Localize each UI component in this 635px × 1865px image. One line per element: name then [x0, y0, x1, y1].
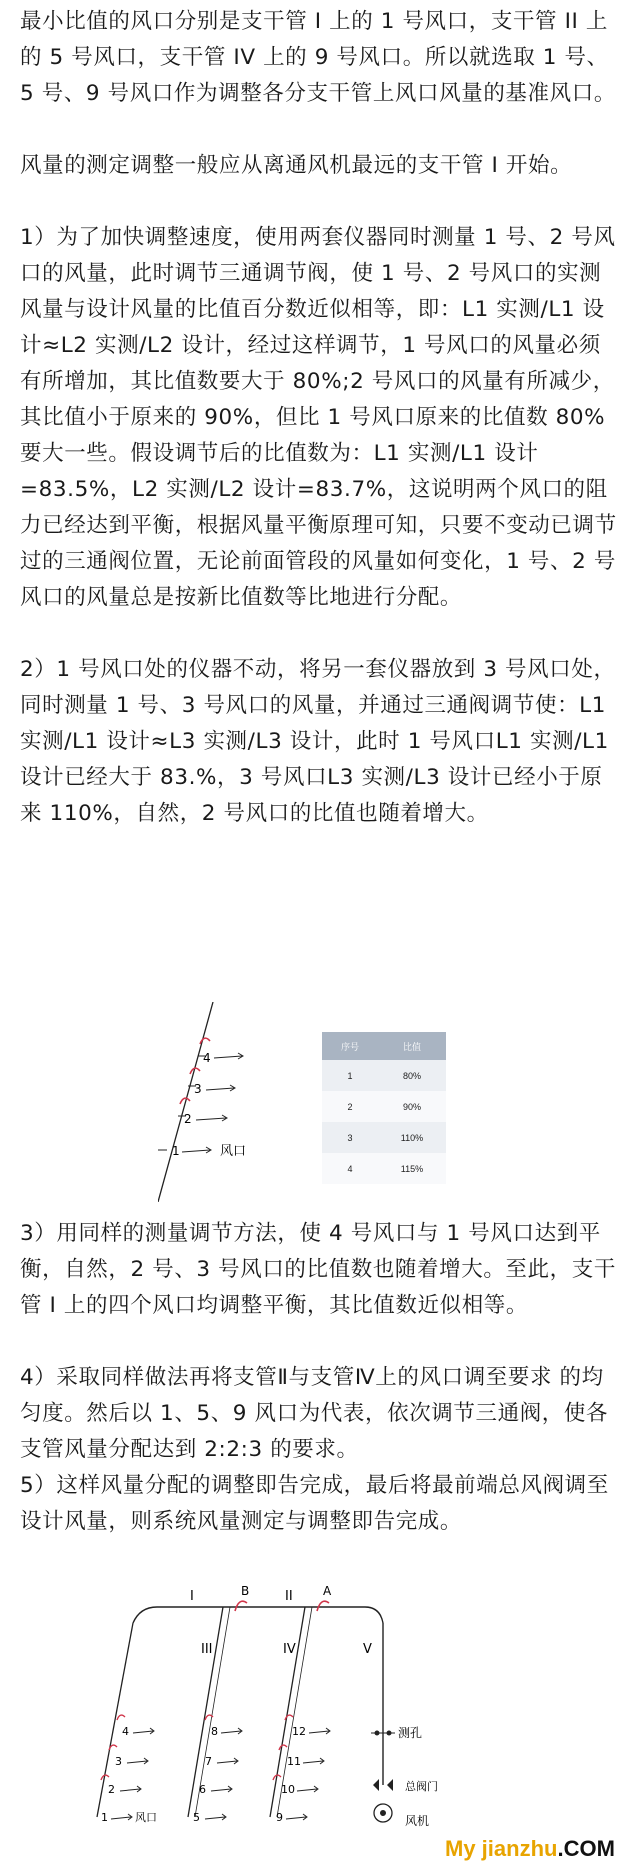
outlets-branch-III: [101, 1715, 157, 1824]
outlet-label: 风口: [220, 1144, 247, 1159]
svg-text:11: 11: [287, 1755, 301, 1768]
branch-label-V: V: [363, 1642, 372, 1657]
outlet-4: [198, 1038, 243, 1065]
paragraph-3: 1）为了加快调整速度，使用两套仪器同时测量 1 号、2 号风口的风量，此时调节三通调节阀，使 1 号、2 号风口的实测风量与设计风量的比值百分数近似相等，即：L1 实测/L1 设计≈L2 实测/L2 设计，经过这样调节，1 号风口的风量必须有所增加，其比值数要大于 80%;2 号风口的风量有所减少，其比值小于原来的 90%，但比 1 号风口原来的比值数 80%要大一些。假设调节后的比值数为：L1 实测/L1 设计=83.5%，L2 实测/L2 设计=83.7%，这说明两个风口的阻力已经达到平衡，根据风量平衡原理可知，只要不变动已调节过的三通阀位置，无论前面管段的风量如何变化，1 号、2 号风口的风量总是按新比值数等比地进行分配。: [20, 225, 617, 610]
branch-label-I: I: [190, 1589, 194, 1604]
svg-text:2: 2: [184, 1112, 192, 1126]
svg-text:总阀门: 总阀门: [405, 1780, 438, 1793]
paragraph-5: 3）用同样的测量调节方法，使 4 号风口与 1 号风口达到平衡，自然，2 号、3 号风口的比值数也随着增大。至此，支干管 I 上的四个风口均调整平衡，其比值数近似相等。: [20, 1221, 616, 1318]
table-header-row: [322, 1032, 446, 1060]
svg-text:10: 10: [281, 1783, 295, 1796]
outlet-1: [158, 1144, 246, 1159]
svg-text:7: 7: [205, 1755, 212, 1768]
table-row: 3 110%: [322, 1122, 446, 1153]
branch-label-IV: IV: [283, 1642, 296, 1657]
table-row: 2 90%: [322, 1091, 446, 1122]
svg-text:1: 1: [101, 1811, 108, 1824]
svg-text:12: 12: [292, 1725, 306, 1738]
table-row: 4 115%: [322, 1153, 446, 1184]
branch-label-III: III: [201, 1642, 213, 1657]
measurement-hole: [371, 1725, 422, 1740]
ratio-table: [322, 1032, 446, 1184]
svg-text:风机: 风机: [405, 1814, 430, 1828]
outlets-branch-IV: [193, 1715, 242, 1824]
outlet-label-2: 风口: [135, 1811, 157, 1824]
svg-text:A: A: [323, 1585, 332, 1598]
svg-text:2: 2: [108, 1783, 115, 1796]
paragraph-2: 风量的测定调整一般应从离通风机最远的支干管 I 开始。: [20, 153, 573, 178]
table-row: 1 80%: [322, 1060, 446, 1091]
svg-text:B: B: [241, 1585, 250, 1598]
fan-icon: [374, 1804, 429, 1828]
svg-text:3: 3: [194, 1082, 202, 1096]
svg-text:9: 9: [276, 1811, 283, 1824]
branch-label-II: II: [285, 1589, 293, 1604]
svg-text:3: 3: [115, 1755, 122, 1768]
svg-text:5: 5: [193, 1811, 200, 1824]
table-header-index: 序号: [322, 1032, 378, 1060]
paragraph-4: 2）1 号风口处的仪器不动，将另一套仪器放到 3 号风口处，同时测量 1 号、3 号风口的风量，并通过三通阀调节使：L1 实测/L1 设计≈L3 实测/L3 设计，此时 1 号风口L1 实测/L1 设计已经大于 83.%，3 号风口L3 实测/L3 设计已经小于原来 110%，自然，2 号风口的比值也随着增大。: [20, 657, 616, 826]
paragraph-6: 4）采取同样做法再将支管Ⅱ与支管Ⅳ上的风口调至要求 的均匀度。然后以 1、5、9 风口为代表，依次调节三通阀，使各支管风量分配达到 2:2:3 的要求。: [20, 1365, 609, 1462]
svg-text:6: 6: [199, 1783, 206, 1796]
outlet-3: [188, 1068, 235, 1096]
svg-text:4: 4: [122, 1725, 129, 1738]
site-watermark: My jianzhu.COM: [445, 1836, 615, 1861]
table-header-ratio: 比值: [378, 1032, 446, 1060]
ventilation-system-diagram: [95, 1585, 515, 1840]
svg-text:1: 1: [172, 1144, 180, 1158]
paragraph-7: 5）这样风量分配的调整即告完成，最后将最前端总风阀调至设计风量，则系统风量测定与调整即告完成。: [20, 1473, 609, 1534]
ventilation-system-figure: [95, 1585, 515, 1840]
svg-text:测孔: 测孔: [398, 1726, 423, 1740]
svg-text:8: 8: [211, 1725, 218, 1738]
outlets-branch-V: [273, 1715, 330, 1824]
paragraph-1: 最小比值的风口分别是支干管 I 上的 1 号风口，支干管 II 上的 5 号风口，支干管 IV 上的 9 号风口。所以就选取 1 号、5 号、9 号风口作为调整各分支干管上风口风量的基准风口。: [20, 9, 616, 106]
svg-text:4: 4: [203, 1051, 211, 1065]
